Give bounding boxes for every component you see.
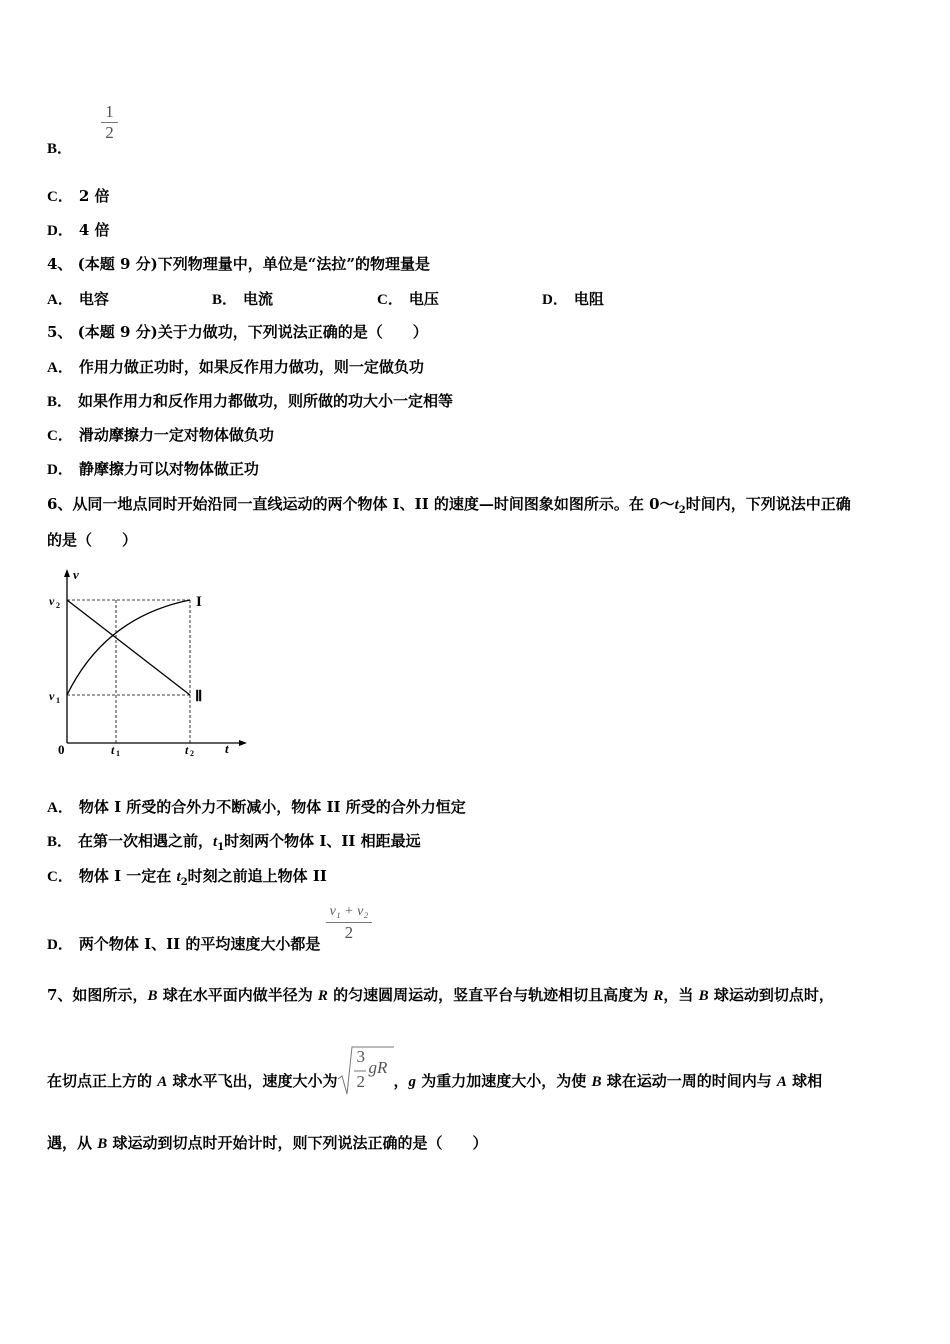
- q7-var: B: [591, 1074, 602, 1090]
- q7-var: A: [157, 1074, 168, 1090]
- option-text: 作用力做正功时，如果反作用力做功，则一定做负功: [78, 358, 424, 376]
- q7-text: 7、如图所示，: [47, 986, 148, 1004]
- curve-I-label: I: [196, 594, 202, 610]
- q7-var: A: [776, 1074, 787, 1090]
- option-label: A．: [47, 360, 73, 376]
- fraction: [326, 902, 373, 943]
- q7-text: 球运动到切点时开始计时，则下列说法正确的是（ ）: [107, 1134, 488, 1152]
- t1-sub: 1: [116, 749, 120, 758]
- q7-text: 球水平飞出，速度大小为: [167, 1072, 338, 1090]
- origin-label: 0: [58, 742, 65, 757]
- option-text: 电压: [408, 290, 439, 308]
- sqrt-expression: [337, 1047, 393, 1091]
- q6-option-d[interactable]: [47, 902, 372, 953]
- q6-stem-line2: 的是（ ）: [47, 531, 138, 549]
- option-t: t: [213, 834, 218, 850]
- q7-text: 的匀速圆周运动，竖直平台与轨迹相切且高度为: [327, 986, 654, 1004]
- line-II-label: Ⅱ: [195, 689, 203, 705]
- q7-text: 球在运动一周的时间内与: [601, 1072, 777, 1090]
- option-label: B．: [212, 292, 238, 308]
- q7-line-3: [47, 1133, 487, 1154]
- q6-option-a[interactable]: [47, 797, 466, 818]
- q5-option-b[interactable]: [47, 391, 453, 412]
- q6-stem-part: 6、从同一地点同时开始沿同一直线运动的两个物体 I、II 的速度—时间图象如图所示。在 0～: [47, 495, 675, 513]
- option-label: A．: [47, 292, 73, 308]
- velocity-time-graph: [45, 565, 255, 760]
- option-label: C．: [47, 189, 73, 205]
- option-text: 两个物体 I、II 的平均速度大小都是: [78, 934, 321, 953]
- option-label: B．: [47, 140, 73, 157]
- fraction-numerator: v₁ + v₂: [329, 904, 369, 919]
- t2-label: t: [185, 743, 189, 757]
- q7-line-2: [47, 1047, 823, 1092]
- option-text: 电流: [243, 290, 274, 308]
- q5-option-c[interactable]: [47, 425, 274, 446]
- line-II: [67, 600, 190, 695]
- q7-var: R: [317, 988, 328, 1004]
- option-label: C．: [47, 869, 73, 885]
- y-axis-arrow: [64, 569, 70, 577]
- q7-text: 球运动到切点时，: [708, 986, 834, 1004]
- option-sub: 1: [217, 842, 225, 853]
- q4-stem: 4、 (本题 9 分)下列物理量中，单位是“法拉”的物理量是: [47, 255, 430, 273]
- x-axis-arrow: [239, 740, 247, 746]
- q7-text: 为重力加速度大小，为使: [416, 1072, 592, 1090]
- q6-option-c[interactable]: [47, 866, 327, 893]
- q6-stem-part: 时间内，下列说法中正确: [685, 495, 851, 513]
- q7-text: 球相: [786, 1072, 823, 1090]
- q7-var: R: [653, 988, 664, 1004]
- sqrt-numerator: 3: [356, 1047, 365, 1066]
- q4-option-c[interactable]: [377, 288, 439, 309]
- option-label: D．: [47, 223, 73, 239]
- option-text: 滑动摩擦力一定对物体做负功: [78, 426, 274, 444]
- option-label: C．: [377, 292, 403, 308]
- option-text: 时刻两个物体 I、II 相距最远: [224, 832, 421, 850]
- y-axis-label: v: [73, 567, 79, 582]
- q6-stem: [47, 494, 851, 521]
- v2-label: v: [49, 594, 55, 608]
- option-t: t: [176, 869, 181, 885]
- q7-line-1: [47, 985, 834, 1006]
- q7-text: ，: [393, 1072, 409, 1090]
- sqrt-denominator: 2: [356, 1072, 365, 1091]
- q4-option-b[interactable]: [212, 288, 273, 309]
- q7-text: 球在水平面内做半径为: [157, 986, 318, 1004]
- t1-label: t: [111, 743, 115, 757]
- option-label: D．: [47, 462, 73, 478]
- option-text: 在第一次相遇之前，: [78, 832, 214, 850]
- option-text: 如果作用力和反作用力都做功，则所做的功大小一定相等: [78, 392, 454, 410]
- option-label: B．: [47, 394, 73, 410]
- q6-stem-sub: 2: [678, 505, 686, 516]
- sqrt-tail: gR: [368, 1058, 388, 1077]
- q7-text: 在切点正上方的: [47, 1072, 158, 1090]
- t2-sub: 2: [190, 749, 194, 758]
- q4-option-a[interactable]: [47, 288, 109, 309]
- q7-var: B: [698, 988, 709, 1004]
- option-text: 2 倍: [78, 187, 110, 205]
- option-text: 时刻之前追上物体 II: [187, 867, 327, 885]
- option-label: B．: [47, 834, 73, 850]
- fraction: [101, 102, 118, 143]
- v2-sub: 2: [56, 601, 60, 610]
- option-text: 物体 I 一定在: [78, 867, 177, 885]
- fraction-denominator: 2: [326, 922, 373, 943]
- v1-sub: 1: [56, 696, 60, 705]
- option-text: 电阻: [573, 290, 604, 308]
- option-text: 电容: [78, 290, 109, 308]
- q3-option-d[interactable]: [47, 220, 110, 241]
- fraction-numerator: 1: [105, 102, 114, 121]
- v1-label: v: [49, 689, 55, 703]
- option-label: D．: [542, 292, 568, 308]
- q7-var: g: [408, 1074, 416, 1090]
- q7-text: ，当: [663, 986, 699, 1004]
- option-label: C．: [47, 428, 73, 444]
- q5-stem: 5、 (本题 9 分)关于力做功，下列说法正确的是（ ）: [47, 323, 428, 341]
- x-axis-label: t: [225, 741, 229, 756]
- q3-option-b[interactable]: [47, 102, 114, 157]
- q5-option-d[interactable]: [47, 459, 259, 480]
- option-text: 静摩擦力可以对物体做正功: [78, 460, 259, 478]
- q7-text: 遇，从: [47, 1134, 98, 1152]
- option-label: D．: [47, 936, 73, 953]
- q3-option-c[interactable]: [47, 186, 110, 207]
- q6-stem-t: t: [674, 497, 679, 513]
- q7-var: B: [147, 988, 158, 1004]
- option-sub: 2: [180, 877, 188, 888]
- option-label: A．: [47, 800, 73, 816]
- q4-option-d[interactable]: [542, 288, 604, 309]
- option-text: 物体 I 所受的合外力不断减小，物体 II 所受的合外力恒定: [78, 798, 466, 816]
- fraction-denominator: 2: [101, 122, 118, 143]
- q5-option-a[interactable]: [47, 357, 424, 378]
- option-text: 4 倍: [78, 221, 110, 239]
- q7-var: B: [97, 1136, 108, 1152]
- q6-option-b[interactable]: [47, 831, 421, 858]
